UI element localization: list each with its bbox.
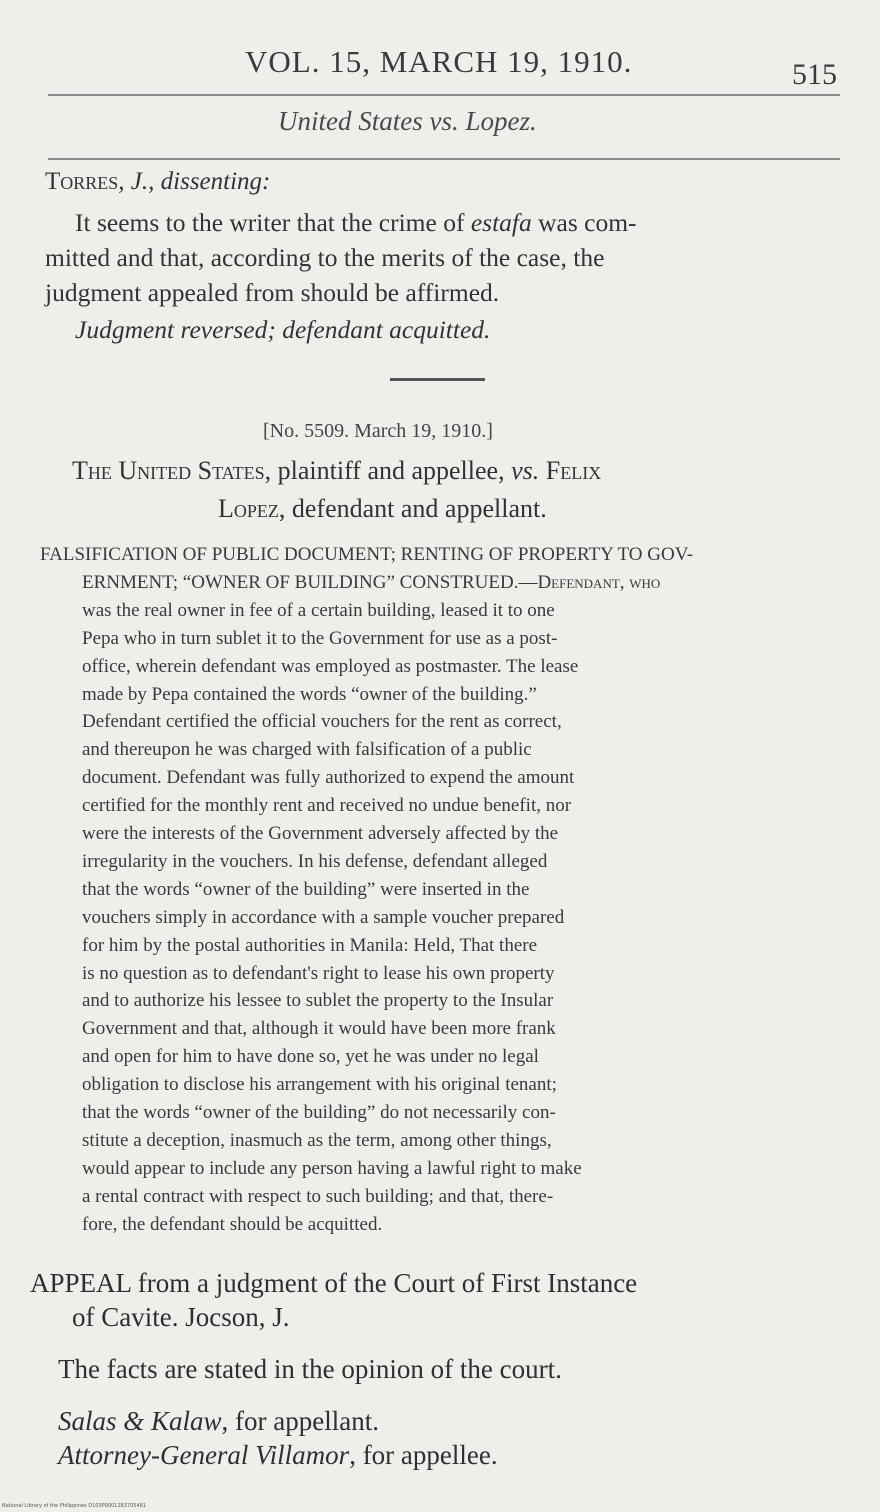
syllabus-line: fore, the defendant should be acquitted. [82, 1213, 383, 1235]
counsel-appellant: Salas & Kalaw, for appellant. [58, 1406, 379, 1436]
syllabus-line: and to authorize his lessee to sublet the property to the Insular [82, 990, 554, 1012]
dissent-justice: Torres [45, 168, 119, 195]
judgment-disposition: Judgment reversed; defendant acquitted. [75, 315, 491, 344]
syllabus-line: for him by the postal authorities in Manila: Held, That there [82, 934, 538, 956]
page-number: 515 [792, 58, 837, 91]
syllabus-line: Government and that, although it would have been more frank [82, 1018, 556, 1040]
syllabus-line: certified for the monthly rent and received no undue benefit, nor [82, 795, 572, 817]
syllabus-line: made by Pepa contained the words “owner of the building.” [82, 683, 537, 705]
counsel-appellee: Attorney-General Villamor, for appellee. [58, 1440, 498, 1470]
syllabus-line: irregularity in the vouchers. In his defense, defendant alleged [82, 850, 548, 872]
syllabus-line: obligation to disclose his arrangement with his original tenant; [82, 1074, 557, 1096]
running-title: United States vs. Lopez. [278, 106, 537, 136]
dissent-line: It seems to the writer that the crime of estafa was com- [75, 208, 637, 237]
syllabus-line: was the real owner in fee of a certain building, leased it to one [82, 599, 555, 621]
syllabus-line: Pepa who in turn sublet it to the Government for use as a post- [82, 627, 558, 649]
dissent-heading [45, 168, 270, 196]
syllabus-line: that the words “owner of the building” do not necessarily con- [82, 1102, 556, 1123]
syllabus-line: ERNMENT; “OWNER OF BUILDING” CONSTRUED.—Defendant, who [82, 571, 661, 593]
syllabus-line: is no question as to defendant's right to lease his own property [82, 962, 555, 984]
appeal-line2: of Cavite. Jocson, J. [72, 1302, 290, 1332]
syllabus-line: vouchers simply in accordance with a sample voucher prepared [82, 906, 565, 928]
syllabus-line: FALSIFICATION OF PUBLIC DOCUMENT; RENTING OF PROPERTY TO GOV- [40, 544, 694, 565]
header-rule-bottom [48, 158, 840, 160]
case-title-line1: The United States, plaintiff and appellee, vs. Felix [72, 456, 602, 485]
syllabus-line: would appear to include any person having a lawful right to make [82, 1157, 582, 1179]
facts-statement: The facts are stated in the opinion of the court. [58, 1354, 562, 1384]
syllabus-line: stitute a deception, inasmuch as the term, among other things, [82, 1129, 552, 1151]
dissent-line: mitted and that, according to the merits of the case, the [45, 243, 605, 272]
syllabus-line: and thereupon he was charged with falsification of a public [82, 739, 532, 761]
case-number-date: [No. 5509. March 19, 1910.] [263, 420, 493, 442]
syllabus-line: Defendant certified the official vouchers for the rent as correct, [82, 711, 562, 733]
scan-footer: National Library of the Philippines D103P0001283705481 [2, 1503, 146, 1509]
dissent-suffix: , J., dissenting: [118, 168, 271, 195]
section-divider [390, 378, 485, 381]
dissent-line: judgment appealed from should be affirmed. [45, 278, 500, 307]
volume-date-heading: VOL. 15, MARCH 19, 1910. [245, 44, 633, 79]
syllabus-line: and open for him to have done so, yet he was under no legal [82, 1046, 539, 1068]
syllabus-line: document. Defendant was fully authorized to expend the amount [82, 767, 575, 789]
syllabus-line: office, wherein defendant was employed as postmaster. The lease [82, 655, 579, 677]
appeal-line1: APPEAL from a judgment of the Court of First Instance [30, 1268, 638, 1298]
syllabus-line: a rental contract with respect to such building; and that, there- [82, 1185, 554, 1207]
syllabus-line: were the interests of the Government adversely affected by the [82, 823, 559, 844]
syllabus-line: that the words “owner of the building” were inserted in the [82, 878, 530, 900]
case-title-line2: Lopez, defendant and appellant. [218, 494, 547, 523]
header-rule-top [48, 94, 840, 96]
